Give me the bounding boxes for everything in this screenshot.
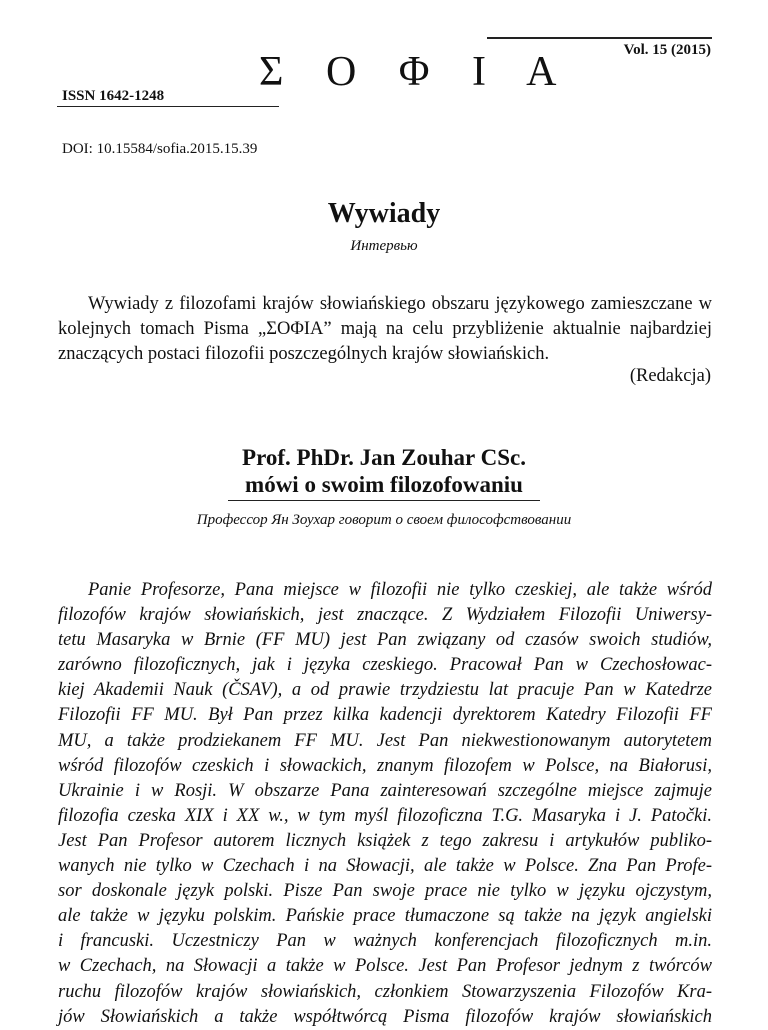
- article-title: [0, 444, 768, 498]
- article-subtitle: Профессор Ян Зоухар говорит о своем философствовании: [196, 512, 572, 528]
- body-line: sor doskonale język polski. Pisze Pan swoje prace nie tylko w języku ojczystym,: [58, 881, 712, 902]
- issn-label: ISSN 1642-1248: [62, 88, 165, 104]
- body-line: Jest Pan Profesor autorem licznych książek z tego zakresu i artykułów publiko-: [58, 830, 712, 851]
- body-line: tetu Masaryka w Brnie (FF MU) jest Pan związany od czasów swoich studiów,: [58, 630, 712, 651]
- body-line: wśród filozofów czeskich i słowackich, znanym filozofem w Polsce, na Białorusi,: [58, 755, 712, 776]
- article-title-rule: [228, 500, 540, 501]
- body-line: Ukrainie i w Rosji. W obszarze Pana zainteresowań szczególne miejsce zajmuje: [58, 780, 712, 801]
- article-body: [58, 578, 712, 1030]
- body-line: zarówno filozoficznych, jak i języka czeskiego. Pracował Pan w Czechosłowac-: [58, 655, 712, 676]
- body-line: i francuski. Uczestniczy Pan w ważnych konferencjach filozoficznych m.in.: [58, 931, 712, 952]
- body-line: kiej Akademii Nauk (ČSAV), a od prawie trzydziestu lat pracuje Pan w Katedrze: [58, 680, 712, 701]
- section-subtitle: Интервью: [350, 238, 418, 254]
- body-line: w Czechach, na Słowacji a także w Polsce. Jest Pan Profesor jednym z twórców: [58, 956, 712, 977]
- body-line: ale także w języku polskim. Pańskie prace tłumaczone są także na język angielski: [58, 906, 712, 927]
- doi-label: DOI: 10.15584/sofia.2015.15.39: [62, 141, 258, 157]
- body-line: ruchu filozofów krajów słowiańskich, członkiem Stowarzyszenia Filozofów Kra-: [58, 981, 712, 1002]
- section-intro: [58, 292, 712, 367]
- header-rule-top: [487, 37, 712, 39]
- body-line: wanych nie tylko w Czechach i na Słowacji, ale także w Polsce. Zna Pan Profe-: [58, 856, 712, 877]
- section-title: Wywiady: [327, 198, 441, 229]
- journal-title: Σ Ο Φ Ι Α: [259, 49, 573, 95]
- intro-paragraph: Wywiady z filozofami krajów słowiańskiego obszaru językowego zamieszczane w kolejnych tomach Pisma „ΣΟΦΙΑ” mają na celu przybliżenie aktualnie najbardziej znaczących postaci filozofii poszczególnych krajów słowiańskich.: [58, 294, 712, 364]
- article-title-line1: Prof. PhDr. Jan Zouhar CSc.: [242, 445, 526, 470]
- volume-label: Vol. 15 (2015): [623, 42, 711, 58]
- body-line: Panie Profesorze, Pana miejsce w filozofii nie tylko czeskiej, ale także wśród: [88, 580, 712, 600]
- body-line: filozofów krajów słowiańskich, jest znaczące. Z Wydziałem Filozofii Uniwersy-: [58, 605, 712, 626]
- body-line: jów Słowiańskich a także współtwórcą Pisma filozofów krajów słowiańskich: [58, 1006, 712, 1027]
- article-title-line2: mówi o swoim filozofowaniu: [245, 472, 523, 497]
- body-line: MU, a także prodziekanem FF MU. Jest Pan niekwestionowanym autorytetem: [58, 730, 712, 751]
- issn-rule: [57, 106, 279, 107]
- body-line: filozofia czeska XIX i XX w., w tym myśl filozoficzna T.G. Masaryka i J. Patočki.: [58, 805, 712, 826]
- editorial-credit: (Redakcja): [629, 366, 711, 386]
- body-line: Filozofii FF MU. Był Pan przez kilka kadencji dyrektorem Katedry Filozofii FF: [58, 705, 712, 726]
